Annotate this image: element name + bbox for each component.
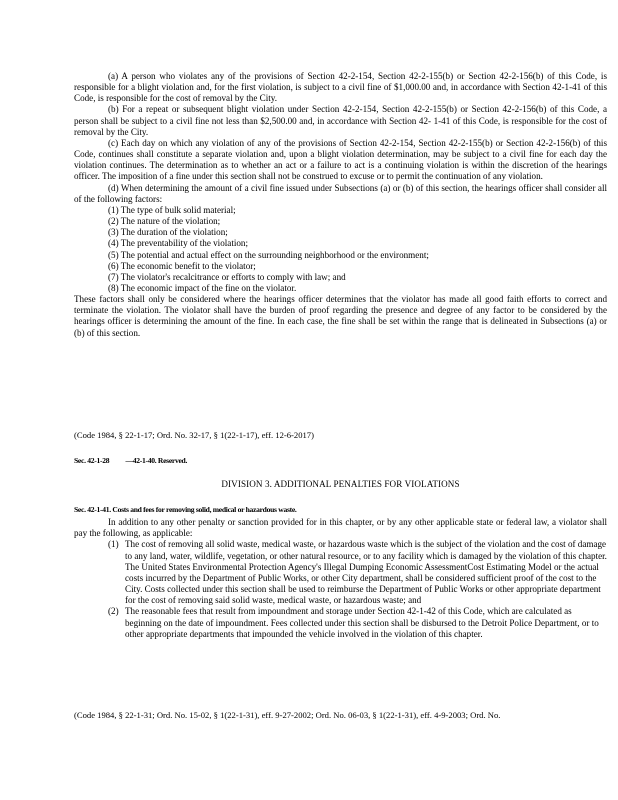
- subsection-c: (c) Each day on which any violation of any of the provisions of Section 42-2-154, Section 42-2-155(b) or Section 42-2-156(b) of this Code, continues shall constitute a separate violation and, upon a blight violation determination, may be subject to a civil fine for each day the violation continues. The determination as to whether an act or a failure to act is a continuing violation is within the discretion of the hearings officer. The imposition of a fine under this section shall not be construed to excuse or to permit the continuation of any violation.: [74, 137, 607, 182]
- reserved-range: —42-1-40. Reserved.: [125, 456, 188, 465]
- division-title: DIVISION 3. ADDITIONAL PENALTIES FOR VIOLATIONS: [221, 479, 460, 489]
- section-intro: In addition to any other penalty or sanction provided for in this chapter, or by any other applicable state or federal law, a violator shall pay the following, as applicable:: [74, 517, 607, 539]
- factor-item: (1) The type of bulk solid material;: [108, 204, 236, 215]
- section-42-1-41: [74, 504, 607, 640]
- factor-item: (5) The potential and actual effect on the surrounding neighborhood or the environment;: [108, 249, 429, 260]
- reserved-label: Sec. 42-1-28: [74, 456, 110, 465]
- history-citation: (Code 1984, § 22-1-17; Ord. No. 32-17, § 1(22-1-17), eff. 12-6-2017): [74, 430, 314, 440]
- factor-item: (2) The nature of the violation;: [108, 216, 221, 227]
- section-citation: (Code 1984, § 22-1-31; Ord. No. 15-02, § 1(22-1-31), eff. 9-27-2002; Ord. No. 06-03, § 1(22-1-31), eff. 4-9-2003; Ord. No.: [74, 710, 501, 720]
- factor-item: (8) The economic impact of the fine on the violator.: [108, 282, 297, 293]
- item-number: (2): [108, 606, 119, 617]
- subsection-d: (d) When determining the amount of a civil fine issued under Subsections (a) or (b) of this section, the hearings officer shall consider all of the following factors:: [74, 182, 607, 204]
- factors-closing: These factors shall only be considered where the hearings officer determines that the violator has made all good faith efforts to correct and terminate the violation. The violator shall have the burden of proof regarding the presence and degree of any factor to be considered by the hearings officer is determining the amount of the fine. In each case, the fine shall be set within the range that is delineated in Subsections (a) or (b) of this section.: [74, 294, 607, 338]
- factor-item: (6) The economic benefit to the violator;: [108, 260, 256, 271]
- penalties-section: [74, 71, 607, 339]
- factor-list: [74, 205, 607, 294]
- cost-item-2: [74, 606, 607, 639]
- factor-item: (7) The violator's recalcitrance or efforts to comply with law; and: [108, 271, 346, 282]
- factor-item: (4) The preventability of the violation;: [108, 238, 248, 249]
- item-number: (1): [108, 539, 119, 550]
- section-heading: Sec. 42-1-41. Costs and fees for removing solid, medical or hazardous waste.: [74, 505, 297, 514]
- reserved-sections: [74, 455, 607, 466]
- item-text: The cost of removing all solid waste, medical waste, or hazardous waste which is the subject of the violation and the cost of damage to any land, water, wildlife, vegetation, or other natural resource, or to any facility which is damaged by the violation of this chapter. The United States Environmental Protection Agency's Illegal Dumping Economic AssessmentCost Estimating Model or the actual costs incurred by the Department of Public Works, or other City department, shall be considered sufficient proof of the cost to the City. Costs collected under this section shall be used to reimburse the Department of Public Works or other appropriate department for the cost of removing said solid waste, medical waste, or hazardous waste; and: [125, 539, 607, 606]
- cost-item-1: [74, 539, 607, 606]
- subsection-b: (b) For a repeat or subsequent blight violation under Section 42-2-154, Section 42-2-155(b) or Section 42-2-156(b) of this Code, a person shall be subject to a civil fine not less than $2,500.00 and, in accordance with Section 42- 1-41 of this Code, is responsible for the cost of removal by the City.: [74, 104, 607, 137]
- item-text: The reasonable fees that result from impoundment and storage under Section 42-1-42 of this Code, which are calculated as beginning on the date of impoundment. Fees collected under this section shall be disbursed to the Detroit Police Department, or to other appropriate departments that impounded the vehicle involved in the violation of this chapter.: [125, 606, 599, 639]
- subsection-a: (a) A person who violates any of the provisions of Section 42-2-154, Section 42-2-155(b) or Section 42-2-156(b) of this Code, is responsible for a blight violation and, for the first violation, is subject to a civil fine of $1,000.00 and, in accordance with Section 42-1-41 of this Code, is responsible for the cost of removal by the City.: [74, 71, 607, 104]
- factor-item: (3) The duration of the violation;: [108, 227, 228, 238]
